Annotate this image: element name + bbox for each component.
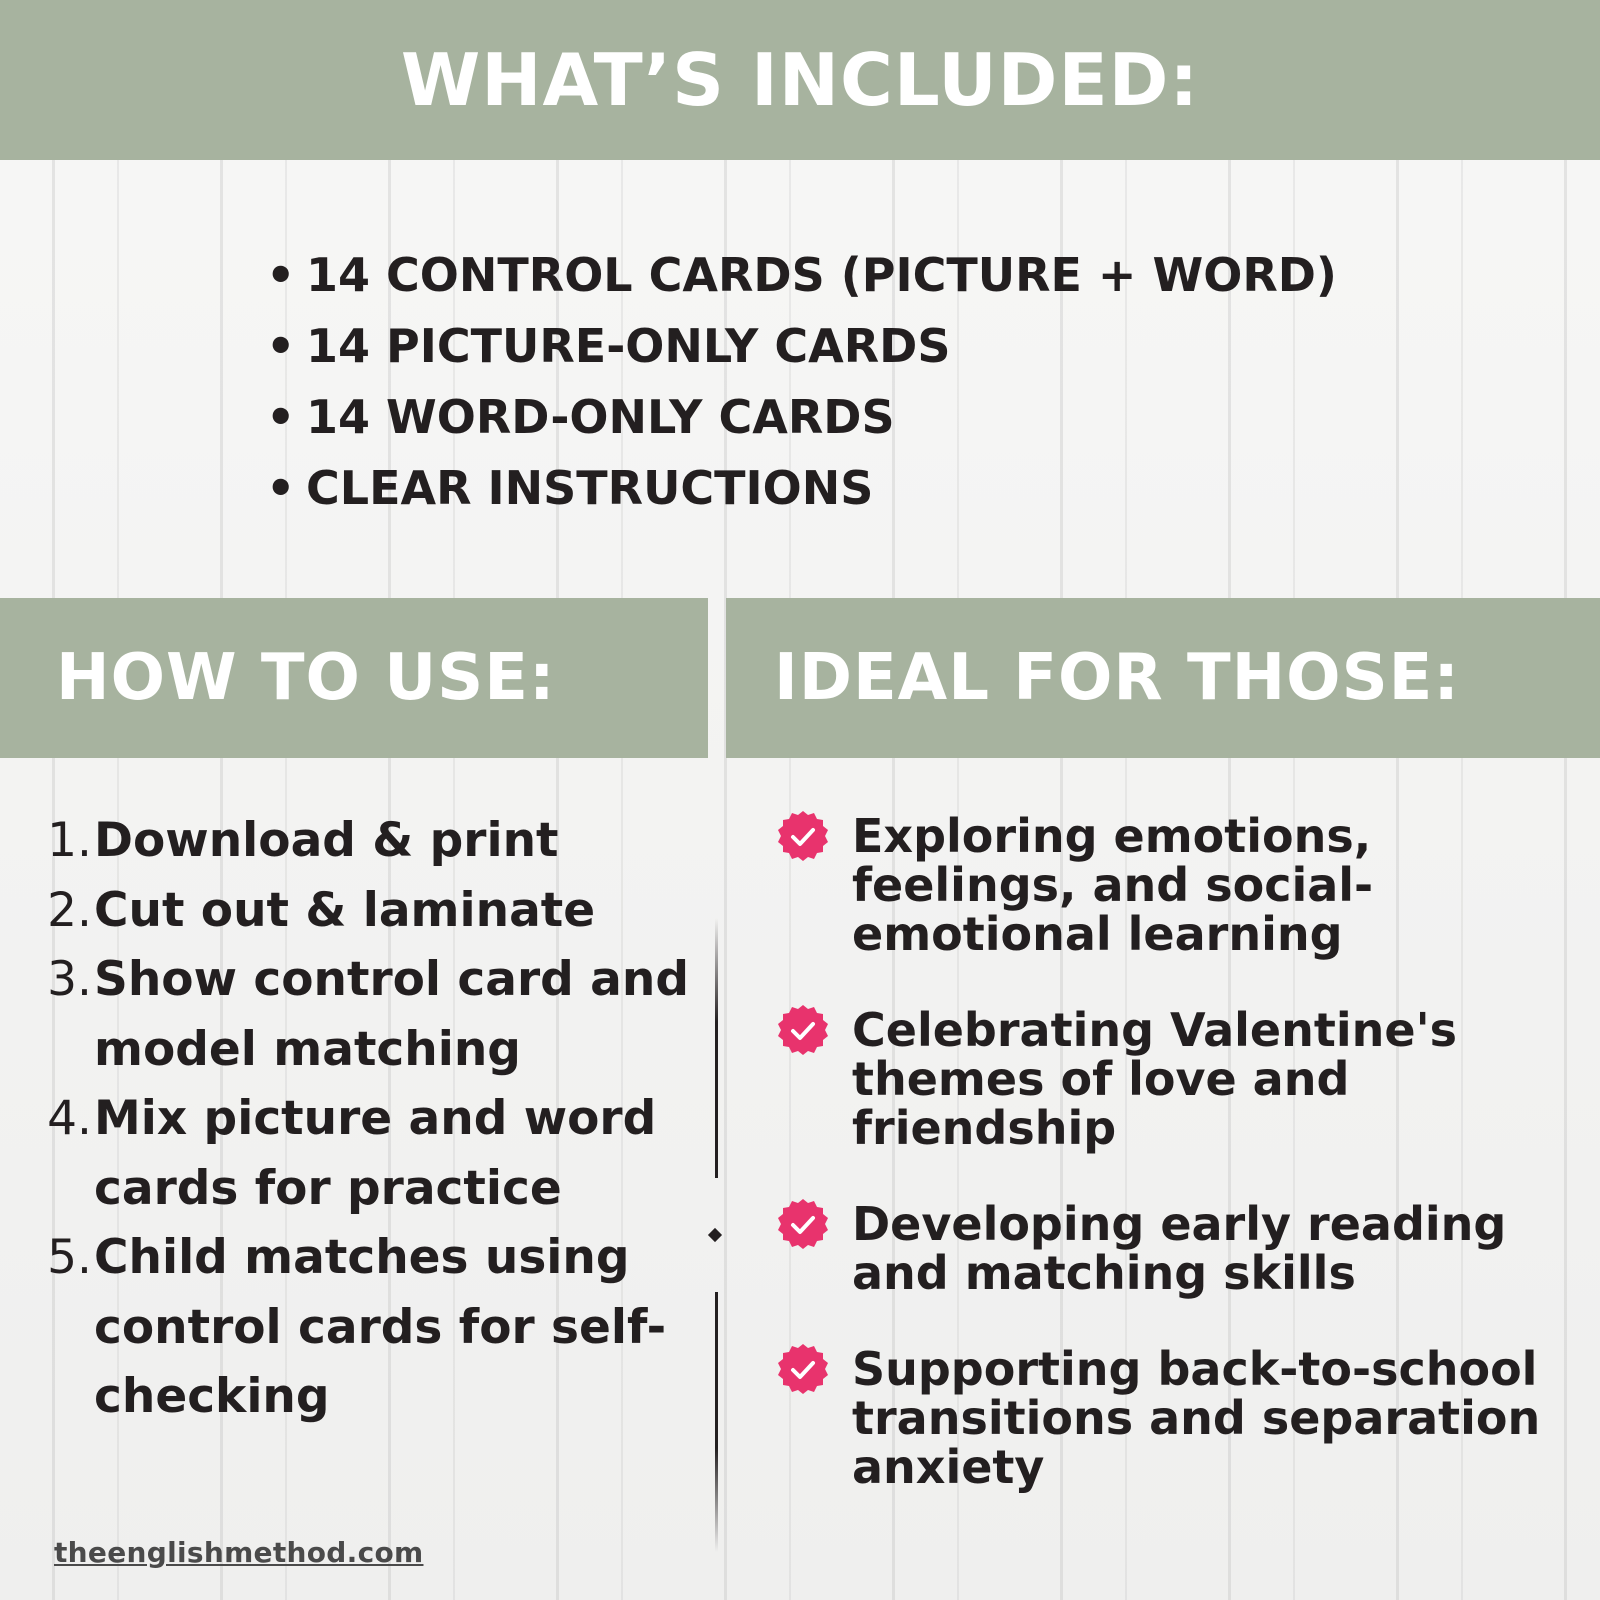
- whats-included-banner: [0, 0, 1600, 160]
- ideal-item-text: Celebrating Valentine's themes of love and friendship: [852, 1003, 1458, 1155]
- step-item: [40, 806, 700, 876]
- ideal-for-heading: IDEAL FOR THOSE:: [774, 641, 1460, 715]
- ideal-item-text: Developing early reading and matching skills: [852, 1197, 1507, 1300]
- whats-included-heading: WHAT’S INCLUDED:: [400, 38, 1200, 122]
- step-number: 3.: [47, 952, 92, 1007]
- step-item: [40, 1223, 700, 1432]
- step-text: Download & print: [94, 813, 559, 868]
- step-number: 4.: [47, 1091, 92, 1146]
- ideal-item: [776, 809, 1586, 961]
- bullet: •: [266, 248, 296, 302]
- included-list: [266, 240, 1337, 524]
- bullet: •: [266, 319, 296, 373]
- check-badge-icon: [776, 1198, 830, 1252]
- step-item: [40, 945, 700, 1084]
- step-item: [40, 1084, 700, 1223]
- ideal-for-banner: [726, 598, 1600, 758]
- check-badge-icon: [776, 1343, 830, 1397]
- ideal-item: [776, 1197, 1586, 1300]
- step-item: [40, 876, 700, 946]
- ideal-item: [776, 1342, 1586, 1494]
- bullet: •: [266, 390, 296, 444]
- included-item: • 14 CONTROL CARDS (PICTURE + WORD): [266, 240, 1337, 311]
- included-item: • 14 PICTURE-ONLY CARDS: [266, 311, 1337, 382]
- step-text: Child matches using control cards for self-checking: [94, 1230, 667, 1424]
- ideal-for-list: [776, 809, 1586, 1494]
- included-item: • CLEAR INSTRUCTIONS: [266, 453, 1337, 524]
- check-badge-icon: [776, 810, 830, 864]
- included-item: • 14 WORD-ONLY CARDS: [266, 382, 1337, 453]
- step-text: Mix picture and word cards for practice: [94, 1091, 657, 1216]
- step-number: 2.: [47, 882, 92, 938]
- column-divider-top: [715, 918, 718, 1178]
- ideal-item-text: Supporting back-to-school transitions and separation anxiety: [852, 1342, 1541, 1494]
- ideal-item-text: Exploring emotions, feelings, and social-emotional learning: [852, 809, 1374, 961]
- how-to-use-banner: [0, 598, 708, 758]
- website-link[interactable]: theenglishmethod.com: [54, 1536, 424, 1569]
- step-number: 5.: [47, 1230, 92, 1285]
- how-to-use-heading: HOW TO USE:: [56, 641, 556, 715]
- step-text: Cut out & laminate: [94, 882, 596, 938]
- ideal-item: [776, 1003, 1586, 1155]
- step-text: Show control card and model matching: [94, 952, 689, 1077]
- column-divider-bottom: [715, 1292, 718, 1552]
- bullet: •: [266, 461, 296, 515]
- divider-diamond: [708, 1228, 722, 1242]
- check-badge-icon: [776, 1004, 830, 1058]
- how-to-use-steps: [40, 806, 700, 1432]
- step-number: 1.: [47, 813, 92, 868]
